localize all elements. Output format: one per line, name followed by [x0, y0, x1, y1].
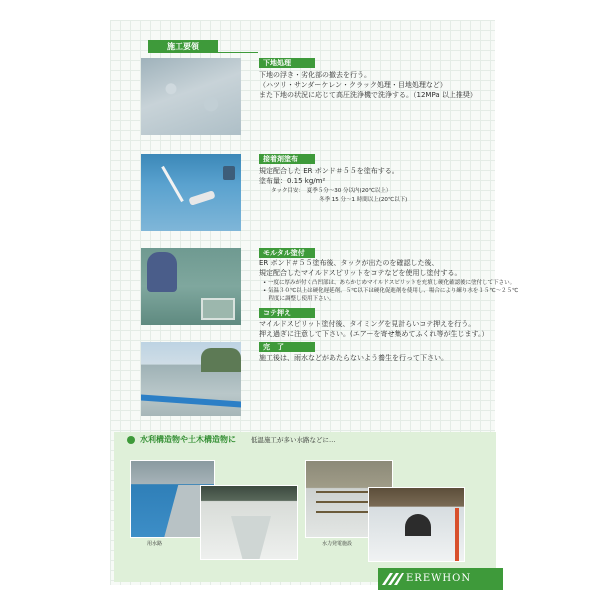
blue-curb-stripe [141, 395, 241, 408]
step-4-line-1: マイルドスピリット塗付後、タイミングを見計らいコテ押えを行う。 [259, 320, 476, 328]
photo-adhesive-application [141, 154, 241, 231]
applications-subtitle: 低温施工が多い水路などに… [251, 436, 336, 444]
step-label-mortar: モルタル塗付 [259, 248, 315, 258]
caption-irrigation: 用水路 [147, 541, 163, 547]
step-3-line-2: 規定配合したマイルドスピリットをコテなどを使用し塗付する。 [259, 269, 462, 277]
tunnel-opening [405, 514, 431, 536]
ditch [231, 516, 271, 560]
step-4-line-2: 押え過ぎに注意して下さい。(エアーを寄せ集めてふくれ等が生じます。） [259, 330, 489, 338]
step-3-note-3: 程度に調整し使用下さい。 [263, 296, 335, 302]
step-2-tack-2: 冬季 15 分〜1 時間以上(20℃以下) [319, 197, 408, 203]
step-2-line-1: 規定配合した ER ボンド＃５５を塗布する。 [259, 167, 399, 175]
orange-barrier [455, 508, 459, 562]
caption-hydropower: 水力発電施設 [322, 541, 353, 547]
paint-roller [188, 190, 215, 206]
section-title: 施工要領 [148, 40, 218, 53]
step-2-tack-1: タック目安： 夏季５分〜30 分以内(20℃以上） [271, 188, 392, 194]
step-label-complete: 完 了 [259, 342, 315, 352]
step-1-line-1: 下地の浮き・劣化部の撤去を行う。 [259, 71, 371, 79]
step-5-line-1: 施工後は、雨水などがあたらないよう養生を行って下さい。 [259, 354, 448, 362]
step-3-line-1: ER ボンド＃５５塗布後、タックが出たのを確認した後、 [259, 259, 439, 267]
photo-mortar-application [141, 248, 241, 325]
photo-surface-preparation [141, 58, 241, 135]
photo-hydropower-tunnel [368, 487, 465, 562]
section-title-underline [218, 52, 258, 53]
step-2-line-2: 塗布量：0.15 kg/m² [259, 177, 326, 185]
step-1-line-2: （ハツリ・サンダーケレン・クラック処理・目地処理など） [259, 81, 447, 89]
roller-handle [161, 166, 184, 202]
applications-title: 水利構造物や土木構造物に [140, 435, 236, 444]
brand-logo: EREWHON [378, 568, 503, 590]
step-label-trowel-press: コテ押え [259, 308, 315, 318]
step-label-adhesive: 接着剤塗布 [259, 154, 315, 164]
photo-completed-surface [141, 342, 241, 416]
trowel [201, 298, 235, 320]
brand-mark-icon [382, 573, 404, 585]
step-3-note-2: • 気温３０℃以上は硬化遅延剤、５℃以下は硬化促進剤を使用し、場合により練り水を１５℃〜２５℃ [263, 288, 519, 294]
background-trees [201, 348, 241, 372]
step-label-surface-prep: 下地処理 [259, 58, 315, 68]
step-1-line-3: また下地の状況に応じて高圧洗浄機で洗浄する。（12MPa 以上推奨） [259, 91, 477, 99]
adhesive-can [223, 166, 235, 180]
photo-channel-closeup [200, 485, 298, 560]
worker-figure [147, 252, 177, 292]
bullet-icon [127, 436, 135, 444]
step-3-note-1: • 一度に厚みが付く凸凹部は、あらかじめマイルドスピリットを充填し硬化確認後に塗付して下さい。 [263, 280, 516, 286]
